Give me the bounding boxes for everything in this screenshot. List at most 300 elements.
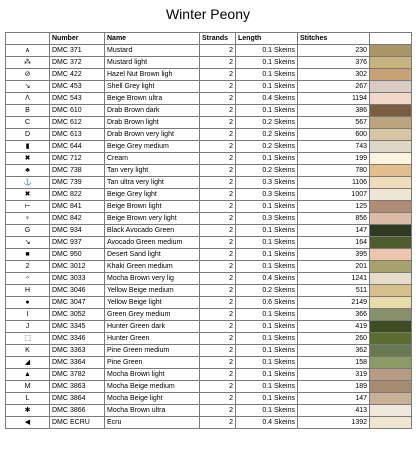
- color-swatch: [370, 165, 411, 176]
- thread-strands: 2: [200, 285, 236, 297]
- symbol-icon: ✖: [6, 189, 50, 201]
- symbol-icon: ↘: [6, 237, 50, 249]
- thread-stitches: 376: [298, 57, 370, 69]
- thread-stitches: 362: [298, 345, 370, 357]
- thread-brand: DMC: [52, 311, 68, 318]
- thread-strands: 2: [200, 309, 236, 321]
- color-swatch-cell: [370, 177, 412, 189]
- color-swatch-cell: [370, 237, 412, 249]
- color-swatch-cell: [370, 165, 412, 177]
- table-row: [6, 381, 412, 393]
- thread-number: [50, 369, 105, 381]
- thread-number: [50, 345, 105, 357]
- symbol-icon: ✱: [6, 405, 50, 417]
- color-swatch: [370, 57, 411, 68]
- symbol-icon: ⁂: [6, 57, 50, 69]
- color-swatch: [370, 249, 411, 260]
- color-swatch-cell: [370, 369, 412, 381]
- color-swatch-cell: [370, 393, 412, 405]
- thread-length: 0.1 Skeins: [236, 381, 298, 393]
- thread-length: 0.1 Skeins: [236, 357, 298, 369]
- thread-brand: DMC: [52, 131, 68, 138]
- color-swatch: [370, 177, 411, 188]
- thread-strands: 2: [200, 357, 236, 369]
- thread-brand: DMC: [52, 47, 68, 54]
- thread-number: [50, 285, 105, 297]
- thread-length: 0.6 Skeins: [236, 297, 298, 309]
- thread-number: [50, 249, 105, 261]
- thread-number: [50, 93, 105, 105]
- thread-stitches: 856: [298, 213, 370, 225]
- color-swatch-cell: [370, 45, 412, 57]
- thread-code: 371: [70, 47, 82, 54]
- thread-number: [50, 213, 105, 225]
- thread-stitches: 1194: [298, 93, 370, 105]
- table-row: [6, 345, 412, 357]
- thread-number: [50, 105, 105, 117]
- thread-number: [50, 189, 105, 201]
- thread-code: ECRU: [70, 419, 90, 426]
- thread-strands: 2: [200, 261, 236, 273]
- thread-code: 372: [70, 59, 82, 66]
- table-row: [6, 213, 412, 225]
- color-swatch: [370, 237, 411, 248]
- thread-stitches: 125: [298, 201, 370, 213]
- thread-brand: DMC: [52, 59, 68, 66]
- color-swatch: [370, 153, 411, 164]
- table-row: [6, 201, 412, 213]
- thread-stitches: 230: [298, 45, 370, 57]
- table-row: [6, 225, 412, 237]
- table-row: [6, 141, 412, 153]
- symbol-icon: ⚓: [6, 177, 50, 189]
- color-swatch: [370, 393, 411, 404]
- thread-code: 613: [70, 131, 82, 138]
- symbol-icon: H: [6, 285, 50, 297]
- thread-strands: 2: [200, 237, 236, 249]
- thread-brand: DMC: [52, 359, 68, 366]
- thread-name: Yellow Beige light: [105, 297, 200, 309]
- thread-name: Mocha Brown ultra: [105, 405, 200, 417]
- thread-strands: 2: [200, 321, 236, 333]
- color-swatch-cell: [370, 345, 412, 357]
- color-swatch: [370, 369, 411, 380]
- thread-length: 0.1 Skeins: [236, 237, 298, 249]
- table-row: [6, 81, 412, 93]
- thread-length: 0.4 Skeins: [236, 417, 298, 429]
- color-swatch-cell: [370, 129, 412, 141]
- table-row: [6, 153, 412, 165]
- header-color: [370, 33, 412, 45]
- thread-number: [50, 321, 105, 333]
- thread-name: Pine Green medium: [105, 345, 200, 357]
- thread-code: 3782: [70, 371, 86, 378]
- table-row: [6, 45, 412, 57]
- thread-brand: DMC: [52, 119, 68, 126]
- header-name: Name: [105, 33, 200, 45]
- thread-number: [50, 69, 105, 81]
- thread-brand: DMC: [52, 371, 68, 378]
- table-row: [6, 249, 412, 261]
- thread-name: Mocha Brown very lig: [105, 273, 200, 285]
- symbol-icon: ●: [6, 297, 50, 309]
- thread-strands: 2: [200, 93, 236, 105]
- thread-name: Avocado Green medium: [105, 237, 200, 249]
- thread-name: Beige Brown light: [105, 201, 200, 213]
- thread-code: 644: [70, 143, 82, 150]
- thread-strands: 2: [200, 333, 236, 345]
- thread-length: 0.4 Skeins: [236, 273, 298, 285]
- thread-number: [50, 417, 105, 429]
- symbol-icon: ◀: [6, 417, 50, 429]
- symbol-icon: L: [6, 393, 50, 405]
- color-swatch: [370, 117, 411, 128]
- thread-code: 738: [70, 167, 82, 174]
- color-swatch-cell: [370, 249, 412, 261]
- thread-length: 0.2 Skeins: [236, 129, 298, 141]
- thread-brand: DMC: [52, 83, 68, 90]
- thread-length: 0.1 Skeins: [236, 405, 298, 417]
- thread-length: 0.2 Skeins: [236, 165, 298, 177]
- color-swatch-cell: [370, 381, 412, 393]
- thread-code: 3033: [70, 275, 86, 282]
- color-swatch-cell: [370, 153, 412, 165]
- thread-stitches: 158: [298, 357, 370, 369]
- thread-code: 422: [70, 71, 82, 78]
- thread-brand: DMC: [52, 71, 68, 78]
- thread-code: 950: [70, 251, 82, 258]
- thread-name: Drab Brown very light: [105, 129, 200, 141]
- thread-brand: DMC: [52, 263, 68, 270]
- thread-length: 0.1 Skeins: [236, 261, 298, 273]
- thread-strands: 2: [200, 141, 236, 153]
- thread-number: [50, 117, 105, 129]
- thread-stitches: 366: [298, 309, 370, 321]
- color-swatch: [370, 69, 411, 80]
- thread-strands: 2: [200, 177, 236, 189]
- color-swatch: [370, 81, 411, 92]
- thread-name: Shell Grey light: [105, 81, 200, 93]
- thread-strands: 2: [200, 81, 236, 93]
- thread-strands: 2: [200, 345, 236, 357]
- thread-brand: DMC: [52, 239, 68, 246]
- thread-name: Hazel Nut Brown ligh: [105, 69, 200, 81]
- thread-length: 0.1 Skeins: [236, 105, 298, 117]
- symbol-icon: ⊢: [6, 201, 50, 213]
- table-row: [6, 321, 412, 333]
- thread-strands: 2: [200, 273, 236, 285]
- color-swatch-cell: [370, 105, 412, 117]
- color-swatch-cell: [370, 357, 412, 369]
- thread-length: 0.3 Skeins: [236, 189, 298, 201]
- thread-stitches: 386: [298, 105, 370, 117]
- thread-code: 610: [70, 107, 82, 114]
- thread-length: 0.1 Skeins: [236, 201, 298, 213]
- symbol-icon: ♀: [6, 213, 50, 225]
- thread-number: [50, 237, 105, 249]
- thread-brand: DMC: [52, 203, 68, 210]
- thread-stitches: 600: [298, 129, 370, 141]
- thread-brand: DMC: [52, 407, 68, 414]
- thread-brand: DMC: [52, 167, 68, 174]
- thread-code: 841: [70, 203, 82, 210]
- table-row: [6, 405, 412, 417]
- thread-strands: 2: [200, 297, 236, 309]
- header-strands: Strands: [200, 33, 236, 45]
- thread-code: 712: [70, 155, 82, 162]
- thread-strands: 2: [200, 57, 236, 69]
- thread-code: 612: [70, 119, 82, 126]
- thread-stitches: 260: [298, 333, 370, 345]
- thread-number: [50, 405, 105, 417]
- symbol-icon: ▮: [6, 141, 50, 153]
- header-symbol: [6, 33, 50, 45]
- color-swatch-cell: [370, 261, 412, 273]
- thread-stitches: 511: [298, 285, 370, 297]
- thread-code: 3012: [70, 263, 86, 270]
- thread-name: Tan very light: [105, 165, 200, 177]
- thread-brand: DMC: [52, 287, 68, 294]
- thread-length: 0.2 Skeins: [236, 285, 298, 297]
- color-swatch-cell: [370, 117, 412, 129]
- thread-brand: DMC: [52, 155, 68, 162]
- color-swatch-cell: [370, 81, 412, 93]
- thread-number: [50, 201, 105, 213]
- thread-stitches: 302: [298, 69, 370, 81]
- thread-number: [50, 261, 105, 273]
- thread-stitches: 1007: [298, 189, 370, 201]
- table-row: [6, 393, 412, 405]
- color-swatch: [370, 45, 411, 56]
- thread-strands: 2: [200, 69, 236, 81]
- color-swatch-cell: [370, 309, 412, 321]
- thread-length: 0.1 Skeins: [236, 81, 298, 93]
- color-swatch-cell: [370, 225, 412, 237]
- color-swatch: [370, 225, 411, 236]
- color-swatch-cell: [370, 273, 412, 285]
- table-row: [6, 93, 412, 105]
- thread-strands: 2: [200, 417, 236, 429]
- header-number: Number: [50, 33, 105, 45]
- symbol-icon: 2: [6, 261, 50, 273]
- thread-name: Ecru: [105, 417, 200, 429]
- thread-brand: DMC: [52, 395, 68, 402]
- color-swatch: [370, 357, 411, 368]
- thread-brand: DMC: [52, 227, 68, 234]
- color-swatch: [370, 405, 411, 416]
- thread-stitches: 743: [298, 141, 370, 153]
- thread-name: Beige Grey medium: [105, 141, 200, 153]
- table-row: [6, 285, 412, 297]
- thread-code: 842: [70, 215, 82, 222]
- symbol-icon: 𝄐: [6, 273, 50, 285]
- symbol-icon: ᴀ: [6, 45, 50, 57]
- thread-stitches: 780: [298, 165, 370, 177]
- color-swatch: [370, 273, 411, 284]
- thread-length: 0.1 Skeins: [236, 309, 298, 321]
- color-swatch-cell: [370, 141, 412, 153]
- thread-length: 0.1 Skeins: [236, 393, 298, 405]
- thread-strands: 2: [200, 213, 236, 225]
- thread-code: 822: [70, 191, 82, 198]
- thread-stitches: 319: [298, 369, 370, 381]
- symbol-icon: ▲: [6, 369, 50, 381]
- color-swatch: [370, 201, 411, 212]
- table-header-row: [6, 33, 412, 45]
- thread-name: Mocha Brown light: [105, 369, 200, 381]
- thread-brand: DMC: [52, 191, 68, 198]
- table-row: [6, 309, 412, 321]
- thread-code: 3046: [70, 287, 86, 294]
- color-swatch: [370, 129, 411, 140]
- color-swatch: [370, 285, 411, 296]
- thread-strands: 2: [200, 201, 236, 213]
- thread-number: [50, 165, 105, 177]
- thread-code: 3864: [70, 395, 86, 402]
- table-row: [6, 57, 412, 69]
- thread-number: [50, 309, 105, 321]
- thread-number: [50, 381, 105, 393]
- color-swatch: [370, 261, 411, 272]
- thread-brand: DMC: [52, 383, 68, 390]
- thread-number: [50, 273, 105, 285]
- thread-length: 0.2 Skeins: [236, 141, 298, 153]
- thread-code: 453: [70, 83, 82, 90]
- thread-name: Beige Brown ultra: [105, 93, 200, 105]
- thread-number: [50, 225, 105, 237]
- thread-strands: 2: [200, 249, 236, 261]
- thread-stitches: 201: [298, 261, 370, 273]
- thread-length: 0.4 Skeins: [236, 93, 298, 105]
- table-row: [6, 117, 412, 129]
- thread-name: Mocha Beige light: [105, 393, 200, 405]
- color-swatch-cell: [370, 69, 412, 81]
- symbol-icon: C: [6, 117, 50, 129]
- thread-stitches: 1392: [298, 417, 370, 429]
- symbol-icon: ♣: [6, 165, 50, 177]
- thread-strands: 2: [200, 105, 236, 117]
- thread-brand: DMC: [52, 347, 68, 354]
- color-swatch-cell: [370, 417, 412, 429]
- thread-brand: DMC: [52, 419, 68, 426]
- thread-code: 3346: [70, 335, 86, 342]
- symbol-icon: M: [6, 381, 50, 393]
- thread-name: Khaki Green medium: [105, 261, 200, 273]
- thread-length: 0.1 Skeins: [236, 321, 298, 333]
- thread-length: 0.1 Skeins: [236, 345, 298, 357]
- thread-name: Mocha Beige medium: [105, 381, 200, 393]
- thread-stitches: 395: [298, 249, 370, 261]
- thread-number: [50, 45, 105, 57]
- thread-name: Cream: [105, 153, 200, 165]
- thread-number: [50, 129, 105, 141]
- thread-name: Pine Green: [105, 357, 200, 369]
- thread-strands: 2: [200, 405, 236, 417]
- thread-name: Drab Brown dark: [105, 105, 200, 117]
- thread-stitches: 147: [298, 393, 370, 405]
- color-swatch: [370, 141, 411, 152]
- thread-name: Yellow Beige medium: [105, 285, 200, 297]
- thread-number: [50, 153, 105, 165]
- symbol-icon: ⊘: [6, 69, 50, 81]
- thread-stitches: 419: [298, 321, 370, 333]
- color-swatch: [370, 189, 411, 200]
- thread-length: 0.1 Skeins: [236, 225, 298, 237]
- table-row: [6, 357, 412, 369]
- thread-stitches: 147: [298, 225, 370, 237]
- thread-number: [50, 393, 105, 405]
- table-row: [6, 273, 412, 285]
- thread-stitches: 1241: [298, 273, 370, 285]
- thread-strands: 2: [200, 369, 236, 381]
- table-row: [6, 165, 412, 177]
- symbol-icon: ✖: [6, 153, 50, 165]
- thread-strands: 2: [200, 225, 236, 237]
- thread-table: [5, 32, 412, 429]
- symbol-icon: B: [6, 105, 50, 117]
- table-row: [6, 105, 412, 117]
- symbol-icon: G: [6, 225, 50, 237]
- thread-number: [50, 177, 105, 189]
- thread-brand: DMC: [52, 275, 68, 282]
- thread-code: 3866: [70, 407, 86, 414]
- color-swatch-cell: [370, 405, 412, 417]
- thread-number: [50, 81, 105, 93]
- thread-length: 0.3 Skeins: [236, 213, 298, 225]
- thread-stitches: 567: [298, 117, 370, 129]
- thread-name: Green Grey medium: [105, 309, 200, 321]
- color-swatch-cell: [370, 213, 412, 225]
- thread-brand: DMC: [52, 179, 68, 186]
- symbol-icon: K: [6, 345, 50, 357]
- thread-code: 3047: [70, 299, 86, 306]
- thread-name: Black Avocado Green: [105, 225, 200, 237]
- thread-length: 0.1 Skeins: [236, 153, 298, 165]
- color-swatch: [370, 105, 411, 116]
- thread-length: 0.1 Skeins: [236, 69, 298, 81]
- color-swatch-cell: [370, 189, 412, 201]
- thread-strands: 2: [200, 189, 236, 201]
- table-row: [6, 189, 412, 201]
- thread-code: 739: [70, 179, 82, 186]
- color-swatch: [370, 381, 411, 392]
- thread-length: 0.2 Skeins: [236, 117, 298, 129]
- symbol-icon: ↘: [6, 81, 50, 93]
- table-row: [6, 69, 412, 81]
- thread-code: 3345: [70, 323, 86, 330]
- header-stitches: Stitches: [298, 33, 370, 45]
- thread-number: [50, 297, 105, 309]
- thread-stitches: 164: [298, 237, 370, 249]
- thread-strands: 2: [200, 117, 236, 129]
- thread-stitches: 1106: [298, 177, 370, 189]
- color-swatch-cell: [370, 93, 412, 105]
- color-swatch: [370, 417, 411, 428]
- table-row: [6, 177, 412, 189]
- color-swatch-cell: [370, 57, 412, 69]
- thread-number: [50, 141, 105, 153]
- thread-name: Tan ultra very light: [105, 177, 200, 189]
- table-row: [6, 369, 412, 381]
- thread-length: 0.1 Skeins: [236, 369, 298, 381]
- symbol-icon: I: [6, 309, 50, 321]
- table-row: [6, 297, 412, 309]
- thread-stitches: 2149: [298, 297, 370, 309]
- color-swatch: [370, 321, 411, 332]
- table-row: [6, 261, 412, 273]
- thread-strands: 2: [200, 381, 236, 393]
- thread-number: [50, 333, 105, 345]
